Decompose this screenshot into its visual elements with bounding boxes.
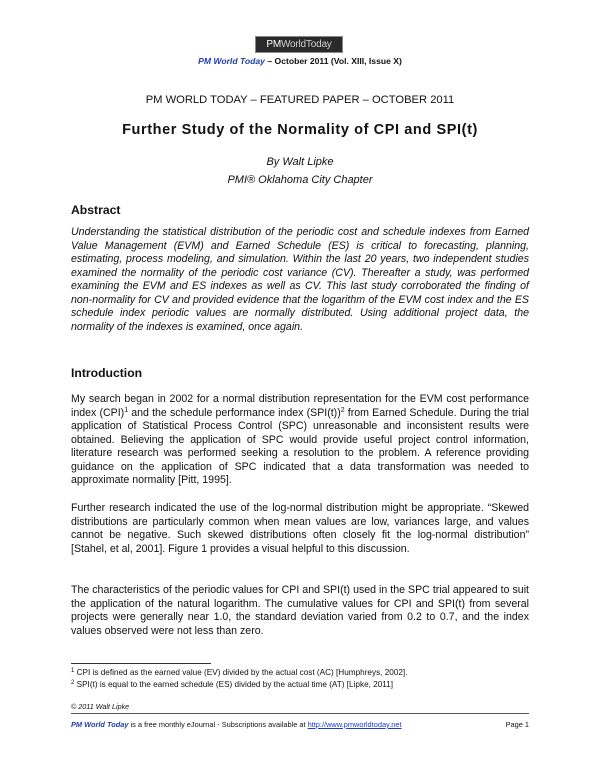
paper-title: Further Study of the Normality of CPI and SPI(t) <box>122 122 478 138</box>
footer-text: is a free monthly eJournal - Subscriptions available at <box>128 720 308 729</box>
page-number: Page 1 <box>505 720 529 729</box>
abstract-heading: Abstract <box>71 203 121 217</box>
introduction-heading: Introduction <box>71 366 143 380</box>
author: By Walt Lipke <box>266 156 334 168</box>
pm-world-today-logo: PMWorldToday <box>255 36 343 53</box>
issue-magazine-name: PM World Today <box>198 56 265 66</box>
intro-paragraph-2: Further research indicated the use of the log-normal distribution might be appropriate. “Skewed distributions are particularly common when mean values are low, variances large, and values cannot be negative. Such skewed distributions often closely fit the log-normal distribution” [Stahel, et al, 2001]. Figure 1 provides a visual helpful to this discussion. <box>71 502 529 555</box>
intro-paragraph-1: My search began in 2002 for a normal distribution representation for the EVM cost performance index (CPI)$^1$ and the schedule performance index $(SPI(t))^2$ from Earned Schedule. During the trial application of Statistical Process Control (SPC) unreasonable and inconsistent results were obtained. Believing the application of SPC would provide useful project control information, literature research was performed seeking a resolution to the problem. A reference providing guidance on the application of SPC indicated that a data transformation was needed to approximate normality [Pitt, 1995]. <box>71 393 529 486</box>
footnote-1: $^1$ CPI is defined as the earned value (EV) divided by the actual cost (AC) [Humphreys, 2002]. <box>71 668 408 677</box>
issue-line <box>0 56 600 66</box>
footer-divider <box>71 713 529 714</box>
abstract-text: Understanding the statistical distribution of the periodic cost and schedule indexes from Earned Value Management (EVM) and Earned Schedule (ES) is critical to forecasting, planning, estimating, process modeling, and simulation. Within the last 20 years, two independent studies examined the normality of the periodic cost variance (CV). Thereafter a study, was performed examining the EVM and ES indexes as well as CV. This last study corroborated the finding of non-normality for CV and provided evidence that the logarithm of the EVM cost index and the ES schedule index periodic values are normally distributed. Using additional project data, the normality of the indexes is examined, once again. <box>71 226 529 333</box>
intro-paragraph-3: The characteristics of the periodic values for CPI and SPI(t) used in the SPC trial appeared to suit the application of the natural logarithm. The cumulative values for CPI and SPI(t) from several projects were generally near 1.0, the standard deviation varied from 0.2 to 0.7, and the index values observed were not less than zero. <box>71 584 529 637</box>
featured-paper-label: PM WORLD TODAY – FEATURED PAPER – OCTOBER 2011 <box>145 94 455 106</box>
copyright: © 2011 Walt Lipke <box>71 702 130 711</box>
footer <box>71 720 529 729</box>
footnote-ref-1: 1 <box>124 406 129 414</box>
footer-link[interactable]: http://www.pmworldtoday.net <box>307 720 402 729</box>
footnote-divider <box>71 663 211 664</box>
footnote-2: $^2$ SPI(t) is equal to the earned schedule (ES) divided by the actual time (AT) [Lipke, 2011] <box>71 680 394 689</box>
footnote-ref-2: 2 <box>340 406 345 414</box>
footer-magazine-name: PM World Today <box>71 720 129 729</box>
affiliation: PMI® Oklahoma City Chapter <box>227 174 373 186</box>
issue-details: – October 2011 (Vol. XIII, Issue X) <box>264 56 402 66</box>
